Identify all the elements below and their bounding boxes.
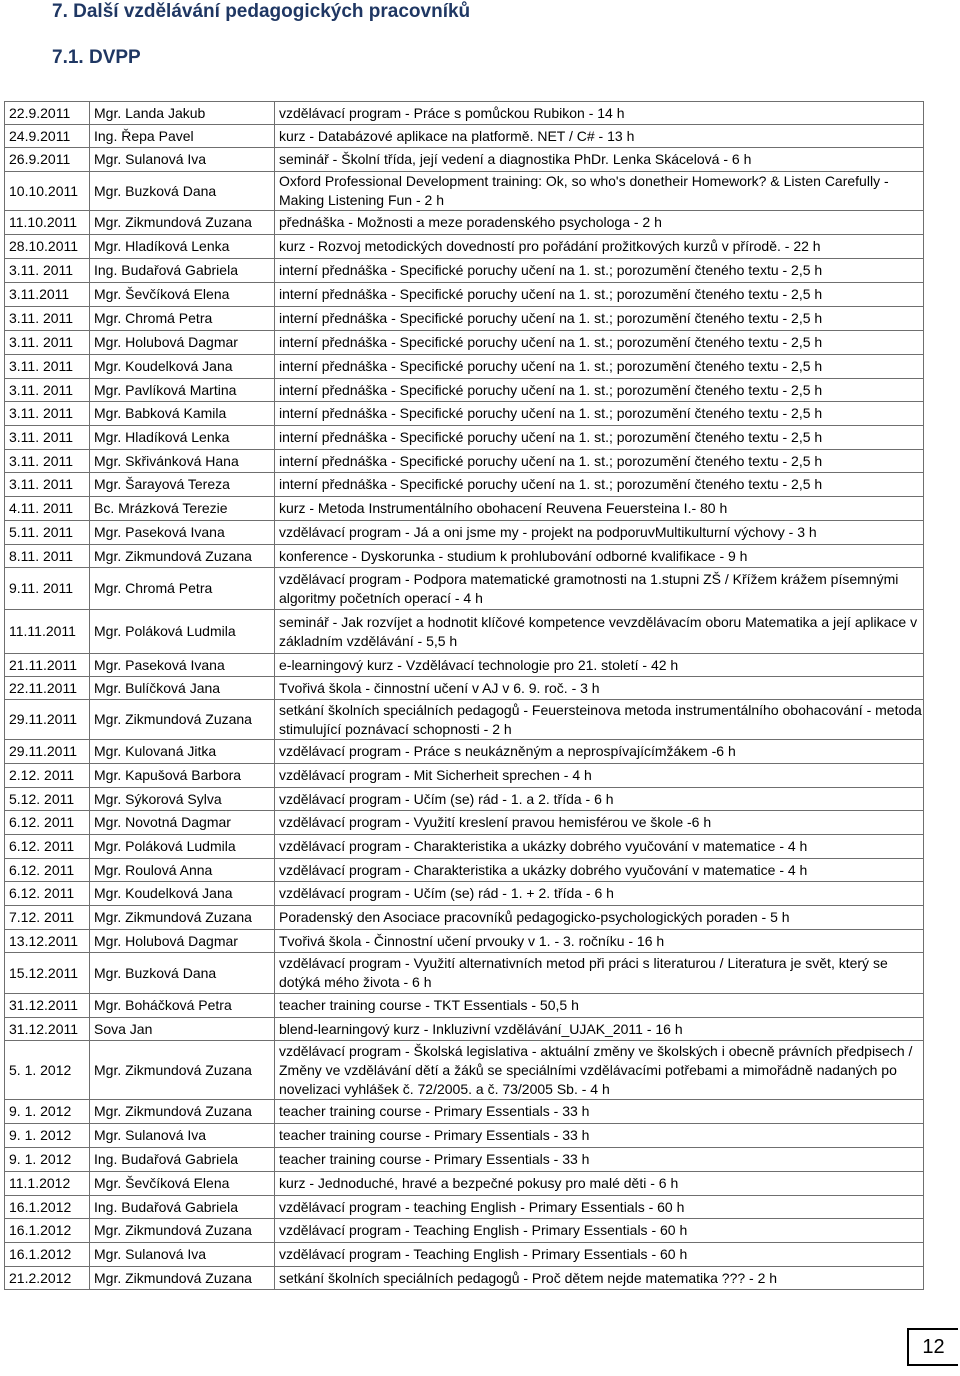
table-row	[5, 102, 924, 125]
row-date: 3.11. 2011	[5, 473, 90, 497]
row-date: 11.1.2012	[5, 1172, 90, 1196]
row-name: Mgr. Novotná Dagmar	[90, 811, 275, 835]
row-date: 22.9.2011	[5, 102, 90, 125]
row-date: 21.11.2011	[5, 654, 90, 677]
table-row	[5, 610, 924, 654]
table-row	[5, 1100, 924, 1124]
row-program: Tvořivá škola - činnostní učení v AJ v 6. 9. roč. - 3 h	[275, 677, 924, 700]
row-date: 16.1.2012	[5, 1196, 90, 1219]
row-name: Mgr. Sýkorová Sylva	[90, 788, 275, 811]
row-date: 6.12. 2011	[5, 835, 90, 859]
row-date: 13.12.2011	[5, 930, 90, 953]
table-row	[5, 450, 924, 473]
row-name: Mgr. Zikmundová Zuzana	[90, 906, 275, 930]
row-date: 3.11. 2011	[5, 402, 90, 426]
row-program: Poradenský den Asociace pracovníků pedagogicko-psychologických poraden - 5 h	[275, 906, 924, 930]
row-program: vzdělávací program - Učím (se) rád - 1. + 2. třída - 6 h	[275, 882, 924, 906]
row-date: 7.12. 2011	[5, 906, 90, 930]
row-date: 9. 1. 2012	[5, 1124, 90, 1148]
table-row	[5, 1243, 924, 1267]
row-name: Mgr. Roulová Anna	[90, 859, 275, 882]
table-row	[5, 259, 924, 283]
row-program: interní přednáška - Specifické poruchy učení na 1. st.; porozumění čteného textu - 2,5 h	[275, 450, 924, 473]
table-row	[5, 677, 924, 700]
row-date: 16.1.2012	[5, 1243, 90, 1267]
table-row	[5, 654, 924, 677]
row-name: Mgr. Poláková Ludmila	[90, 610, 275, 654]
table-row	[5, 859, 924, 882]
row-name: Mgr. Babková Kamila	[90, 402, 275, 426]
row-program: vzdělávací program - Podpora matematické gramotnosti na 1.stupni ZŠ / Křížem krážem písemnými algoritmy početních operací - 4 h	[275, 568, 924, 610]
row-program: Oxford Professional Development training: Ok, so who's donetheir Homework? & Listen Carefully - Making Listening Fun - 2 h	[275, 172, 924, 211]
row-date: 5.12. 2011	[5, 788, 90, 811]
table-row	[5, 1172, 924, 1196]
row-program: vzdělávací program - Učím (se) rád - 1. a 2. třída - 6 h	[275, 788, 924, 811]
table-row	[5, 994, 924, 1018]
row-date: 31.12.2011	[5, 994, 90, 1018]
row-name: Ing. Řepa Pavel	[90, 125, 275, 148]
table-row	[5, 700, 924, 740]
row-program: interní přednáška - Specifické poruchy učení na 1. st.; porozumění čteného textu - 2,5 h	[275, 402, 924, 426]
table-row	[5, 235, 924, 259]
row-program: přednáška - Možnosti a meze poradenského psychologa - 2 h	[275, 211, 924, 235]
row-program: vzdělávací program - Mit Sicherheit sprechen - 4 h	[275, 764, 924, 788]
row-program: seminář - Školní třída, její vedení a diagnostika PhDr. Lenka Skácelová - 6 h	[275, 148, 924, 172]
row-date: 3.11.2011	[5, 283, 90, 307]
row-program: vzdělávací program - Charakteristika a ukázky dobrého vyučování v matematice - 4 h	[275, 835, 924, 859]
row-date: 26.9.2011	[5, 148, 90, 172]
row-name: Mgr. Chromá Petra	[90, 568, 275, 610]
row-program: konference - Dyskorunka - studium k prohlubování odborné kvalifikace - 9 h	[275, 545, 924, 568]
row-program: interní přednáška - Specifické poruchy učení na 1. st.; porozumění čteného textu - 2,5 h	[275, 331, 924, 355]
row-date: 31.12.2011	[5, 1018, 90, 1041]
table-row	[5, 1041, 924, 1100]
row-program: vzdělávací program - Využití kreslení pravou hemisférou ve škole -6 h	[275, 811, 924, 835]
row-date: 24.9.2011	[5, 125, 90, 148]
row-name: Ing. Budařová Gabriela	[90, 1148, 275, 1172]
row-date: 9.11. 2011	[5, 568, 90, 610]
table-row	[5, 379, 924, 402]
table-row	[5, 1196, 924, 1219]
row-program: Tvořivá škola - Činnostní učení prvouky v 1. - 3. ročníku - 16 h	[275, 930, 924, 953]
row-date: 6.12. 2011	[5, 811, 90, 835]
row-program: vzdělávací program - Práce s pomůckou Rubikon - 14 h	[275, 102, 924, 125]
row-name: Mgr. Ševčíková Elena	[90, 283, 275, 307]
row-date: 3.11. 2011	[5, 355, 90, 379]
row-date: 9. 1. 2012	[5, 1100, 90, 1124]
row-date: 5.11. 2011	[5, 521, 90, 545]
row-name: Mgr. Skřivánková Hana	[90, 450, 275, 473]
row-date: 6.12. 2011	[5, 859, 90, 882]
row-program: interní přednáška - Specifické poruchy učení na 1. st.; porozumění čteného textu - 2,5 h	[275, 379, 924, 402]
row-program: interní přednáška - Specifické poruchy učení na 1. st.; porozumění čteného textu - 2,5 h	[275, 307, 924, 331]
table-row	[5, 426, 924, 450]
table-row	[5, 953, 924, 994]
row-program: teacher training course - TKT Essentials - 50,5 h	[275, 994, 924, 1018]
row-program: interní přednáška - Specifické poruchy učení na 1. st.; porozumění čteného textu - 2,5 h	[275, 283, 924, 307]
row-name: Mgr. Buzková Dana	[90, 172, 275, 211]
row-date: 22.11.2011	[5, 677, 90, 700]
row-program: teacher training course - Primary Essentials - 33 h	[275, 1124, 924, 1148]
row-date: 8.11. 2011	[5, 545, 90, 568]
row-date: 3.11. 2011	[5, 379, 90, 402]
table-row	[5, 283, 924, 307]
table-row	[5, 497, 924, 521]
row-date: 3.11. 2011	[5, 259, 90, 283]
row-program: interní přednáška - Specifické poruchy učení na 1. st.; porozumění čteného textu - 2,5 h	[275, 473, 924, 497]
dvpp-table-body	[5, 102, 924, 1290]
row-date: 3.11. 2011	[5, 307, 90, 331]
table-row	[5, 148, 924, 172]
row-date: 21.2.2012	[5, 1267, 90, 1290]
row-program: kurz - Rozvoj metodických dovedností pro pořádání prožitkových kurzů v přírodě. - 22 h	[275, 235, 924, 259]
row-program: teacher training course - Primary Essentials - 33 h	[275, 1148, 924, 1172]
table-row	[5, 788, 924, 811]
table-row	[5, 1018, 924, 1041]
row-name: Ing. Budařová Gabriela	[90, 1196, 275, 1219]
row-program: vzdělávací program - Využití alternativních metod při práci s literaturou / Literatura je svět, který se dotýká mého života - 6 h	[275, 953, 924, 994]
table-row	[5, 211, 924, 235]
row-date: 3.11. 2011	[5, 426, 90, 450]
row-name: Mgr. Zikmundová Zuzana	[90, 1100, 275, 1124]
row-name: Mgr. Sulanová Iva	[90, 148, 275, 172]
table-row	[5, 172, 924, 211]
table-row	[5, 740, 924, 764]
page-number: 12	[907, 1328, 958, 1366]
row-program: vzdělávací program - Teaching English - Primary Essentials - 60 h	[275, 1243, 924, 1267]
row-date: 29.11.2011	[5, 740, 90, 764]
row-name: Mgr. Zikmundová Zuzana	[90, 1041, 275, 1100]
table-row	[5, 331, 924, 355]
row-date: 4.11. 2011	[5, 497, 90, 521]
table-row	[5, 835, 924, 859]
row-program: seminář - Jak rozvíjet a hodnotit klíčové kompetence vevzdělávacím oboru Matematika a její aplikace v základním vzdělávání - 5,5 h	[275, 610, 924, 654]
chapter-heading: 7. Další vzdělávání pedagogických pracovníků	[52, 1, 471, 22]
row-name: Sova Jan	[90, 1018, 275, 1041]
row-program: teacher training course - Primary Essentials - 33 h	[275, 1100, 924, 1124]
row-name: Mgr. Zikmundová Zuzana	[90, 1267, 275, 1290]
table-row	[5, 125, 924, 148]
row-program: interní přednáška - Specifické poruchy učení na 1. st.; porozumění čteného textu - 2,5 h	[275, 426, 924, 450]
table-row	[5, 1148, 924, 1172]
table-row	[5, 568, 924, 610]
row-name: Mgr. Koudelková Jana	[90, 882, 275, 906]
row-name: Mgr. Paseková Ivana	[90, 654, 275, 677]
row-program: vzdělávací program - teaching English - Primary Essentials - 60 h	[275, 1196, 924, 1219]
row-date: 6.12. 2011	[5, 882, 90, 906]
row-date: 11.11.2011	[5, 610, 90, 654]
row-date: 16.1.2012	[5, 1219, 90, 1243]
row-date: 10.10.2011	[5, 172, 90, 211]
row-name: Mgr. Zikmundová Zuzana	[90, 700, 275, 740]
row-date: 15.12.2011	[5, 953, 90, 994]
row-name: Mgr. Boháčková Petra	[90, 994, 275, 1018]
row-name: Mgr. Paseková Ivana	[90, 521, 275, 545]
table-row	[5, 811, 924, 835]
row-date: 29.11.2011	[5, 700, 90, 740]
dvpp-table	[4, 101, 924, 1290]
row-name: Mgr. Kapušová Barbora	[90, 764, 275, 788]
table-row	[5, 906, 924, 930]
table-row	[5, 1219, 924, 1243]
table-row	[5, 521, 924, 545]
row-program: kurz - Jednoduché, hravé a bezpečné pokusy pro malé děti - 6 h	[275, 1172, 924, 1196]
row-name: Mgr. Holubová Dagmar	[90, 331, 275, 355]
row-program: setkání školních speciálních pedagogů - Feuersteinova metoda instrumentálního obohacování - metoda stimulující poznávací schopnosti - 2 h	[275, 700, 924, 740]
row-program: e-learningový kurz - Vzdělávací technologie pro 21. století - 42 h	[275, 654, 924, 677]
table-row	[5, 1124, 924, 1148]
row-date: 3.11. 2011	[5, 331, 90, 355]
row-name: Mgr. Zikmundová Zuzana	[90, 211, 275, 235]
table-row	[5, 1267, 924, 1290]
row-program: vzdělávací program - Já a oni jsme my - projekt na podporuvMultikulturní výchovy - 3 h	[275, 521, 924, 545]
row-program: kurz - Metoda Instrumentálního obohacení Reuvena Feuersteina I.- 80 h	[275, 497, 924, 521]
table-row	[5, 307, 924, 331]
row-name: Ing. Budařová Gabriela	[90, 259, 275, 283]
table-row	[5, 882, 924, 906]
row-program: interní přednáška - Specifické poruchy učení na 1. st.; porozumění čteného textu - 2,5 h	[275, 259, 924, 283]
row-name: Mgr. Landa Jakub	[90, 102, 275, 125]
row-program: vzdělávací program - Práce s neukázněným a neprospívajícímžákem -6 h	[275, 740, 924, 764]
row-name: Mgr. Hladíková Lenka	[90, 426, 275, 450]
row-date: 28.10.2011	[5, 235, 90, 259]
row-name: Mgr. Ševčíková Elena	[90, 1172, 275, 1196]
row-name: Mgr. Kulovaná Jitka	[90, 740, 275, 764]
row-name: Mgr. Bulíčková Jana	[90, 677, 275, 700]
table-row	[5, 764, 924, 788]
row-date: 11.10.2011	[5, 211, 90, 235]
row-program: blend-learningový kurz - Inkluzivní vzdělávání_UJAK_2011 - 16 h	[275, 1018, 924, 1041]
row-name: Mgr. Poláková Ludmila	[90, 835, 275, 859]
row-name: Bc. Mrázková Terezie	[90, 497, 275, 521]
row-program: interní přednáška - Specifické poruchy učení na 1. st.; porozumění čteného textu - 2,5 h	[275, 355, 924, 379]
row-date: 2.12. 2011	[5, 764, 90, 788]
row-date: 3.11. 2011	[5, 450, 90, 473]
row-name: Mgr. Pavlíková Martina	[90, 379, 275, 402]
row-name: Mgr. Šarayová Tereza	[90, 473, 275, 497]
table-row	[5, 545, 924, 568]
row-name: Mgr. Chromá Petra	[90, 307, 275, 331]
row-date: 5. 1. 2012	[5, 1041, 90, 1100]
row-program: vzdělávací program - Charakteristika a ukázky dobrého vyučování v matematice - 4 h	[275, 859, 924, 882]
row-program: setkání školních speciálních pedagogů - Proč dětem nejde matematika ??? - 2 h	[275, 1267, 924, 1290]
row-name: Mgr. Zikmundová Zuzana	[90, 545, 275, 568]
table-row	[5, 930, 924, 953]
row-name: Mgr. Koudelková Jana	[90, 355, 275, 379]
row-name: Mgr. Holubová Dagmar	[90, 930, 275, 953]
row-program: vzdělávací program - Teaching English - Primary Essentials - 60 h	[275, 1219, 924, 1243]
table-row	[5, 355, 924, 379]
table-row	[5, 473, 924, 497]
row-name: Mgr. Buzková Dana	[90, 953, 275, 994]
row-name: Mgr. Sulanová Iva	[90, 1124, 275, 1148]
row-program: kurz - Databázové aplikace na platformě. NET / C# - 13 h	[275, 125, 924, 148]
table-row	[5, 402, 924, 426]
row-name: Mgr. Hladíková Lenka	[90, 235, 275, 259]
row-program: vzdělávací program - Školská legislativa - aktuální změny ve školských i obecně právních předpisech / Změny ve vzdělávání dětí a žáků se speciálními vzdělávacími potřebami a mimořádně nadaných po novelizaci vyhlášek č. 72/2005. a č. 73/2005 Sb. - 4 h	[275, 1041, 924, 1100]
section-heading: 7.1. DVPP	[52, 47, 141, 68]
row-date: 9. 1. 2012	[5, 1148, 90, 1172]
row-name: Mgr. Zikmundová Zuzana	[90, 1219, 275, 1243]
row-name: Mgr. Sulanová Iva	[90, 1243, 275, 1267]
